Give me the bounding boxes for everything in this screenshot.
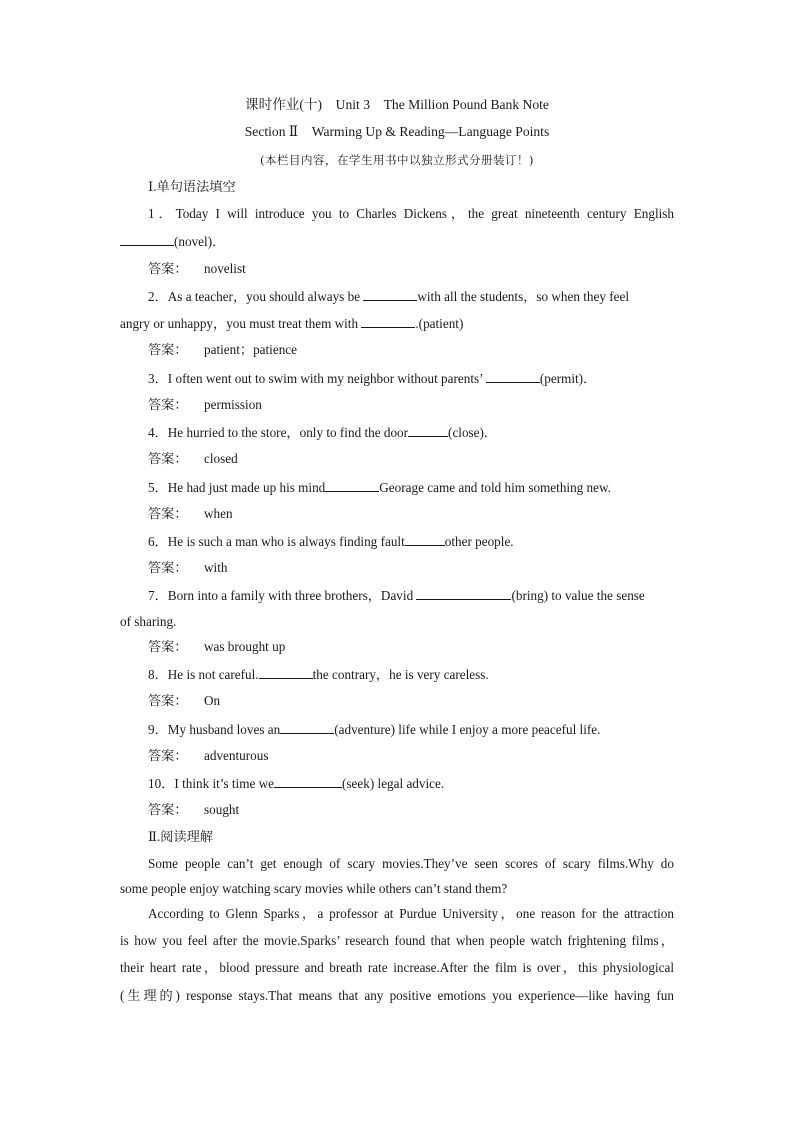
answer-4 — [148, 451, 674, 467]
answer-label: 答案： — [148, 451, 188, 466]
answer-text: patient；patience — [204, 342, 298, 357]
answer-5 — [148, 506, 674, 522]
page-subtitle: Section Ⅱ Warming Up & Reading—Language Points — [244, 124, 550, 139]
answer-text: was brought up — [204, 639, 286, 654]
question-6-text-b: other people. — [444, 534, 514, 549]
question-2-line-2 — [120, 315, 674, 332]
binding-note: (本栏目内容，在学生用书中以独立形式分册装订！) — [260, 153, 534, 167]
question-1-hint: (novel)． — [174, 234, 226, 249]
answer-blank — [405, 533, 445, 546]
answer-blank — [486, 370, 540, 383]
section-heading-grammar: Ⅰ.单句语法填空 — [148, 179, 236, 194]
question-5-text-b: Georage came and told him something new. — [379, 480, 611, 495]
question-3 — [148, 370, 674, 387]
answer-label: 答案： — [148, 506, 188, 521]
passage-line: (生理的) response stays.That means that any positive emotions you experience—like having fun — [120, 988, 674, 1003]
question-2-hint: .(patient) — [415, 316, 464, 331]
passage-line: Some people can’t get enough of scary movies.They’ve seen scores of scary films.Why do — [148, 856, 674, 871]
question-6 — [148, 533, 674, 550]
answer-text: novelist — [204, 261, 246, 276]
answer-text: adventurous — [204, 748, 269, 763]
question-9 — [148, 721, 674, 738]
question-1-line-2 — [120, 233, 674, 250]
question-2-line-1 — [148, 288, 674, 305]
answer-6 — [148, 560, 674, 576]
answer-label: 答案： — [148, 748, 188, 763]
question-6-text: 6．He is such a man who is always finding fault — [148, 534, 405, 549]
question-7-hint: (bring) to value the sense — [511, 588, 645, 603]
question-3-hint: (permit)． — [539, 371, 597, 386]
answer-9 — [148, 748, 674, 764]
answer-10 — [148, 802, 674, 818]
answer-label: 答案： — [148, 693, 188, 708]
answer-text: closed — [204, 451, 238, 466]
question-2-text-a: 2．As a teacher，you should always be — [148, 289, 364, 304]
answer-blank — [408, 424, 448, 437]
answer-label: 答案： — [148, 261, 188, 276]
question-10 — [148, 775, 674, 792]
answer-blank — [280, 721, 334, 734]
question-2-text-b: with all the students，so when they feel — [417, 289, 630, 304]
page-title: 课时作业(十) Unit 3 The Million Pound Bank Note — [245, 97, 549, 112]
question-5-text: 5．He had just made up his mind — [148, 480, 326, 495]
question-10-hint: (seek) legal advice. — [342, 776, 445, 791]
question-10-text: 10．I think it’s time we — [148, 776, 275, 791]
question-3-text: 3．I often went out to swim with my neighbor without parents’ — [148, 371, 486, 386]
answer-blank — [363, 288, 417, 301]
answer-8 — [148, 693, 674, 709]
answer-label: 答案： — [148, 397, 188, 412]
answer-label: 答案： — [148, 802, 188, 817]
answer-text: On — [204, 693, 221, 708]
question-9-text: 9．My husband loves an — [148, 722, 281, 737]
answer-text: permission — [204, 397, 262, 412]
section-heading-reading: Ⅱ.阅读理解 — [148, 829, 214, 844]
answer-text: sought — [204, 802, 240, 817]
passage-line: is how you feel after the movie.Sparks’ research found that when people watch frightening films， — [120, 933, 674, 948]
answer-label: 答案： — [148, 560, 188, 575]
question-8-text: 8．He is not careful. — [148, 667, 259, 682]
answer-3 — [148, 397, 674, 413]
question-4 — [148, 424, 674, 441]
question-2-text-c: angry or unhappy，you must treat them with — [120, 316, 362, 331]
question-7-text-a: 7．Born into a family with three brothers，David — [148, 588, 417, 603]
question-8-text-b: the contrary，he is very careless. — [312, 667, 489, 682]
passage-line: their heart rate，blood pressure and breath rate increase.After the film is over，this physiological — [120, 960, 674, 975]
passage-line: some people enjoy watching scary movies while others can’t stand them? — [120, 881, 508, 896]
passage-line: According to Glenn Sparks，a professor at Purdue University，one reason for the attraction — [148, 906, 674, 921]
answer-1 — [148, 261, 674, 277]
answer-blank — [361, 315, 415, 328]
question-8 — [148, 666, 674, 683]
answer-text: with — [204, 560, 228, 575]
question-4-hint: (close)． — [448, 425, 498, 440]
question-4-text: 4．He hurried to the store，only to find the door — [148, 425, 409, 440]
question-9-hint: (adventure) life while I enjoy a more peaceful life. — [334, 722, 601, 737]
answer-blank — [325, 479, 379, 492]
answer-blank — [416, 587, 511, 600]
question-5 — [148, 479, 674, 496]
answer-blank — [259, 666, 313, 679]
question-7-line-2: of sharing. — [120, 614, 177, 629]
question-1-line-1: 1．Today I will introduce you to Charles Dickens，the great nineteenth century English — [148, 206, 674, 221]
question-7-line-1 — [148, 587, 674, 604]
answer-blank — [120, 233, 174, 246]
answer-label: 答案： — [148, 639, 188, 654]
answer-text: when — [204, 506, 233, 521]
answer-label: 答案： — [148, 342, 188, 357]
answer-blank — [274, 775, 342, 788]
answer-7 — [148, 639, 674, 655]
answer-2 — [148, 342, 674, 358]
